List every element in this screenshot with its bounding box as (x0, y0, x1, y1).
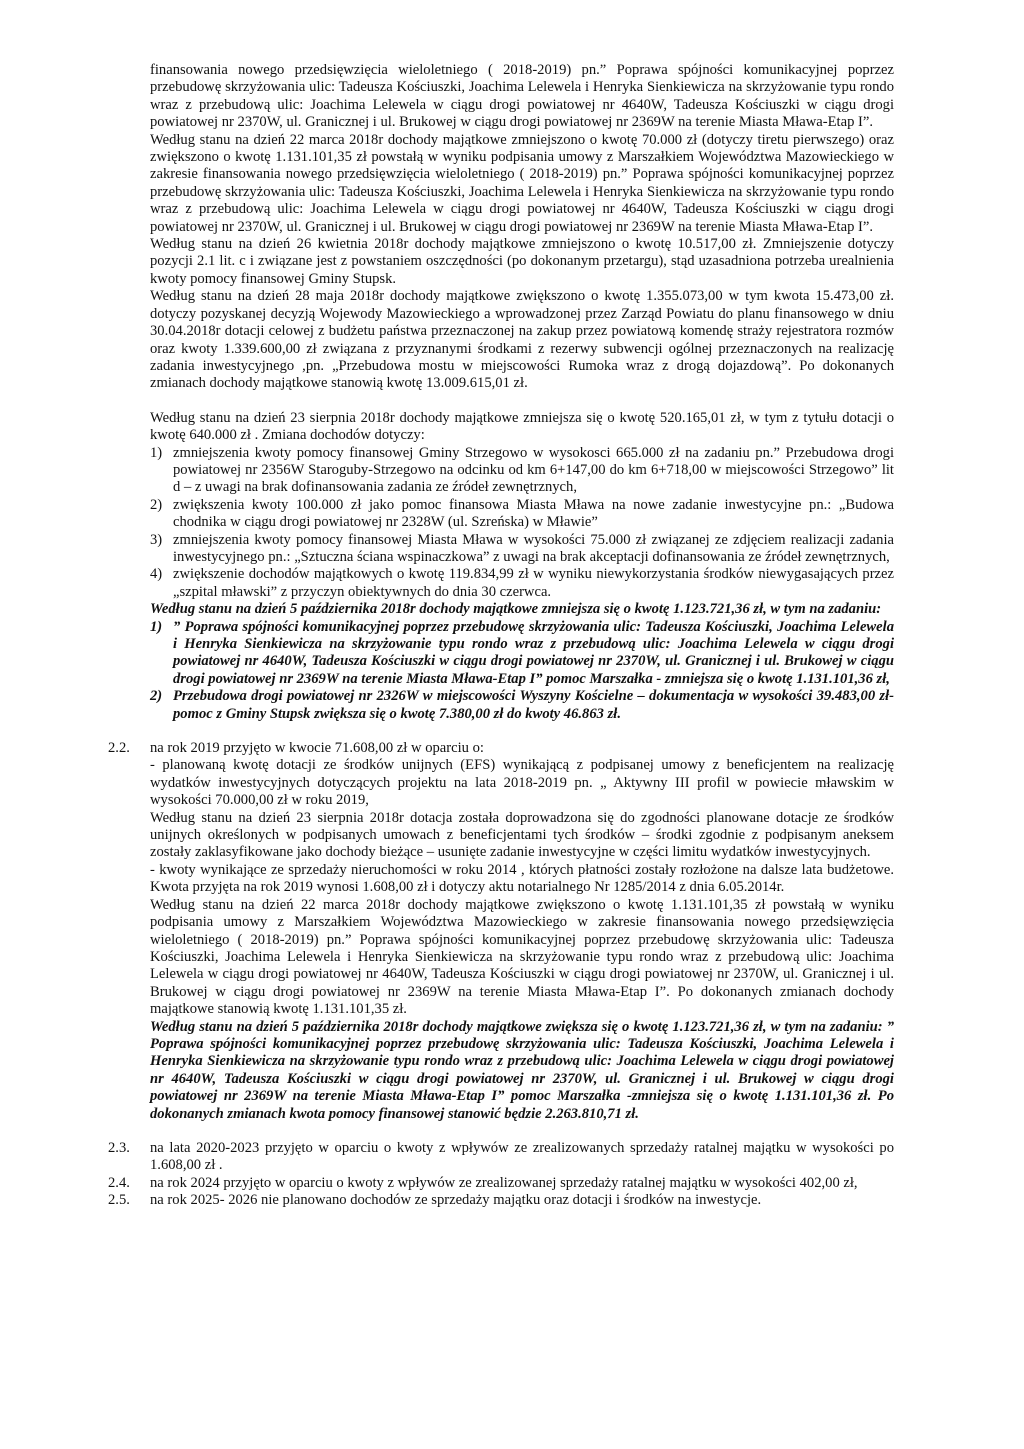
section-2-4 (108, 1175, 894, 1192)
section-2-3 (108, 1140, 894, 1175)
list-item: 4) zwiększenie dochodów majątkowych o kwotę 119.834,99 zł w wyniku niewykorzystania środków niewygasających przez „szpital mławski” z przyczyn obiektywnych do dnia 30 czerwca. (150, 566, 894, 600)
section-number: 2.3. (108, 1139, 130, 1156)
list-item: 2) Przebudowa drogi powiatowej nr 2326W w miejscowości Wyszyny Kościelne – dokumentacja w wysokości 39.483,00 zł- pomoc z Gminy Stupsk zwiększa się o kwotę 7.380,00 zł do kwoty 46.863 zł. (150, 688, 894, 722)
section-text: na rok 2025- 2026 nie planowano dochodów ze sprzedaży majątku oraz dotacji i środków na inwestycje. (150, 1192, 762, 1209)
list-item: 1) ” Poprawa spójności komunikacyjnej poprzez przebudowę skrzyżowania ulic: Tadeusza Kościuszki, Joachima Lelewela i Henryka Sienkiewicza na skrzyżowanie typu rondo wraz z przebudową ulic: Joachima Lelewela w ciągu drogi powiatowej nr 4640W, Tadeusza Kościuszki w ciągu drogi powiatowej nr 2370W, ul. Granicznej i ul. Brukowej w ciągu drogi powiatowej nr 2369W na terenie Miasta Mława-Etap I” pomoc Marszałka - zmniejsza się o kwotę 1.131.101,36 zł, (150, 618, 894, 687)
paragraph-5-pazdziernika: Według stanu na dzień 5 października 2018r dochody majątkowe zmniejsza się o kwotę 1.123.721,36 zł, w tym na zadaniu: (150, 601, 882, 618)
paragraph-23-sierpnia: Według stanu na dzień 23 sierpnia 2018r dochody majątkowe zmniejsza się o kwotę 520.165,01 zł, w tym z tytułu dotacji o kwotę 640.000 zł . Zmiana dochodów dotyczy: (150, 409, 894, 444)
section-2-5 (108, 1192, 894, 1209)
section-bold-paragraph: Według stanu na dzień 5 października 2018r dochody majątkowe zwiększa się o kwotę 1.123.721,36 zł, w tym na zadaniu: ” Poprawa spójności komunikacyjnej poprzez przebudowę skrzyżowania ulic: Tadeusza Kościuszki, Joachima Lelewela i Henryka Sienkiewicza na skrzyżowanie typu rondo wraz z przebudową ulic: Joachima Lelewela w ciągu drogi powiatowej nr 4640W, Tadeusza Kościuszki w ciągu drogi powiatowej nr 2370W, ul. Granicznej i ul. Brukowej w ciągu drogi powiatowej nr 2369W na terenie Miasta Mława-Etap I” pomoc Marszałka -zmniejsza się o kwotę 1.131.101,36 zł. Po dokonanych zmianach kwota pomocy finansowej stanowić będzie 2.263.810,71 zł. (150, 1018, 894, 1122)
list-item: 2) zwiększenia kwoty 100.000 zł jako pomoc finansowa Miasta Mława na nowe zadanie inwestycyjne pn.: „Budowa chodnika w ciągu drogi powiatowej nr 2328W (ul. Szreńska) w Mławie” (150, 496, 894, 531)
section-text: na lata 2020-2023 przyjęto w oparciu o kwoty z wpływów ze zrealizowanych sprzedaży ratalnej majątku w wysokości po 1.608,00 zł . (150, 1139, 894, 1174)
section-number: 2.5. (108, 1192, 130, 1209)
paragraph-22-marca: Według stanu na dzień 22 marca 2018r dochody majątkowe zmniejszono o kwotę 70.000 zł (dotyczy tiretu pierwszego) oraz zwiększono o kwotę 1.131.101,35 zł powstałą w wyniku podpisania umowy z Marszałkiem Województwa Mazowieckiego w zakresie finansowania nowego przedsięwzięcia wieloletniego ( 2018-2019) pn.” Poprawa spójności komunikacyjnej poprzez przebudowę skrzyżowania ulic: Tadeusza Kościuszki, Joachima Lelewela i Henryka Sienkiewicza na skrzyżowanie typu rondo wraz z przebudową ulic: Joachima Lelewela w ciągu drogi powiatowej nr 4640W, Tadeusza Kościuszki w ciągu drogi powiatowej nr 2370W, ul. Granicznej i ul. Brukowej w ciągu drogi powiatowej nr 2369W na terenie Miasta Mława-Etap I”. (150, 131, 894, 235)
section-line: - planowaną kwotę dotacji ze środków unijnych (EFS) wynikającą z podpisanej umowy z beneficjentem na realizację wydatków inwestycyjnych dotyczących projektu na lata 2018-2019 pn. „ Aktywny III profil w powiecie mławskim w wysokości 70.000,00 zł w roku 2019, (150, 757, 894, 809)
section-number: 2.4. (108, 1174, 130, 1191)
paragraph-28-maja: Według stanu na dzień 28 maja 2018r dochody majątkowe zwiększono o kwotę 1.355.073,00 w tym kwota 15.473,00 zł. dotyczy pozyskanej decyzją Wojewody Mazowieckiego a wprowadzonej przez Zarząd Powiatu do planu finansowego w dniu 30.04.2018r dotacji celowej z budżetu państwa przeznaczonej na zakup przez powiatową komendę straży rejestratora rozmów oraz kwoty 1.339.600,00 zł związana z przyznanymi środkami z rezerwy subwencji ogólnej przeznaczonych na realizację zadania inwestycyjnego ,pn. „Przebudowa mostu w miejscowości Rumoka wraz z drogą dojazdową”. Po dokonanych zmianach dochody majątkowe stanowią kwotę 13.009.615,01 zł. (150, 288, 894, 392)
list-item: 1) zmniejszenia kwoty pomocy finansowej Gminy Strzegowo w wysokosci 665.000 zł na zadaniu pn.” Przebudowa drogi powiatowej nr 2356W Staroguby-Strzegowo na odcinku od km 6+147,00 do km 6+718,00 w miejscowości Strzegowo” lit d – z uwagi na brak dofinansowania zadania ze źródeł zewnętrznych, (150, 444, 894, 496)
section-line: Według stanu na dzień 23 sierpnia 2018r dotacja została doprowadzona się do zgodności planowane dotacje ze środków unijnych określonych w podpisanych umowach z beneficjentami tych środków – środki zgodnie z podpisanym aneksem zostały zaklasyfikowane jako dochody bieżące – usunięte zadanie inwestycyjne w części limitu wydatków inwestycyjnych. (150, 809, 894, 861)
document-body (108, 62, 894, 1210)
paragraph-etap-continuation: finansowania nowego przedsięwzięcia wieloletniego ( 2018-2019) pn.” Poprawa spójności komunikacyjnej poprzez przebudowę skrzyżowania ulic: Tadeusza Kościuszki, Joachima Lelewela i Henryka Sienkiewicza na skrzyżowanie typu rondo wraz z przebudową ulic: Joachima Lelewela w ciągu drogi powiatowej nr 4640W, Tadeusza Kościuszki w ciągu drogi powiatowej nr 2370W, ul. Granicznej i ul. Brukowej w ciągu drogi powiatowej nr 2369W na terenie Miasta Mława-Etap I”. (150, 62, 894, 131)
paragraph-26-kwietnia: Według stanu na dzień 26 kwietnia 2018r dochody majątkowe zmniejszono o kwotę 10.517,00 zł. Zmniejszenie dotyczy pozycji 2.1 lit. c i związane jest z powstaniem oszczędności (po dokonanym przetargu), stąd uzasadniona potrzeba urealnienia kwoty pomocy finansowej Gminy Stupsk. (150, 236, 894, 287)
section-line: - kwoty wynikające ze sprzedaży nieruchomości w roku 2014 , których płatności zostały rozłożone na dalsze lata budżetowe. Kwota przyjęta na rok 2019 wynosi 1.608,00 zł i dotyczy aktu notarialnego Nr 1285/2014 z dnia 6.05.2014r. (150, 861, 894, 896)
section-line: na rok 2019 przyjęto w kwocie 71.608,00 zł w oparciu o: (150, 740, 484, 757)
section-text: na rok 2024 przyjęto w oparciu o kwoty z wpływów ze zrealizowanej sprzedaży ratalnej majątku w wysokości 402,00 zł, (150, 1174, 858, 1191)
section-2-2 (108, 740, 894, 1123)
list-item: 3) zmniejszenia kwoty pomocy finansowej Miasta Mława w wysokości 75.000 zł związanej ze zdjęciem realizacji zadania inwestycyjnego pn.: „Sztuczna ściana wspinaczkowa” z uwagi na brak akceptacji dofinansowania ze źródeł zewnętrznych, (150, 531, 894, 565)
section-number: 2.2. (108, 740, 130, 757)
section-line: Według stanu na dzień 22 marca 2018r dochody majątkowe zwiększono o kwotę 1.131.101,35 zł powstałą w wyniku podpisania umowy z Marszałkiem Województwa Mazowieckiego w zakresie finansowania nowego przedsięwzięcia wieloletniego ( 2018-2019) pn.” Poprawa spójności komunikacyjnej poprzez przebudowę skrzyżowania ulic: Tadeusza Kościuszki, Joachima Lelewela i Henryka Sienkiewicza na skrzyżowanie typu rondo wraz z przebudową ulic: Joachima Lelewela w ciągu drogi powiatowej nr 4640W, Tadeusza Kościuszki w ciągu drogi powiatowej nr 2370W, ul. Granicznej i ul. Brukowej w ciągu drogi powiatowej nr 2369W na terenie Miasta Mława-Etap I”. Po dokonanych zmianach dochody majątkowe stanowią kwotę 1.131.101,35 zł. (150, 896, 894, 1018)
